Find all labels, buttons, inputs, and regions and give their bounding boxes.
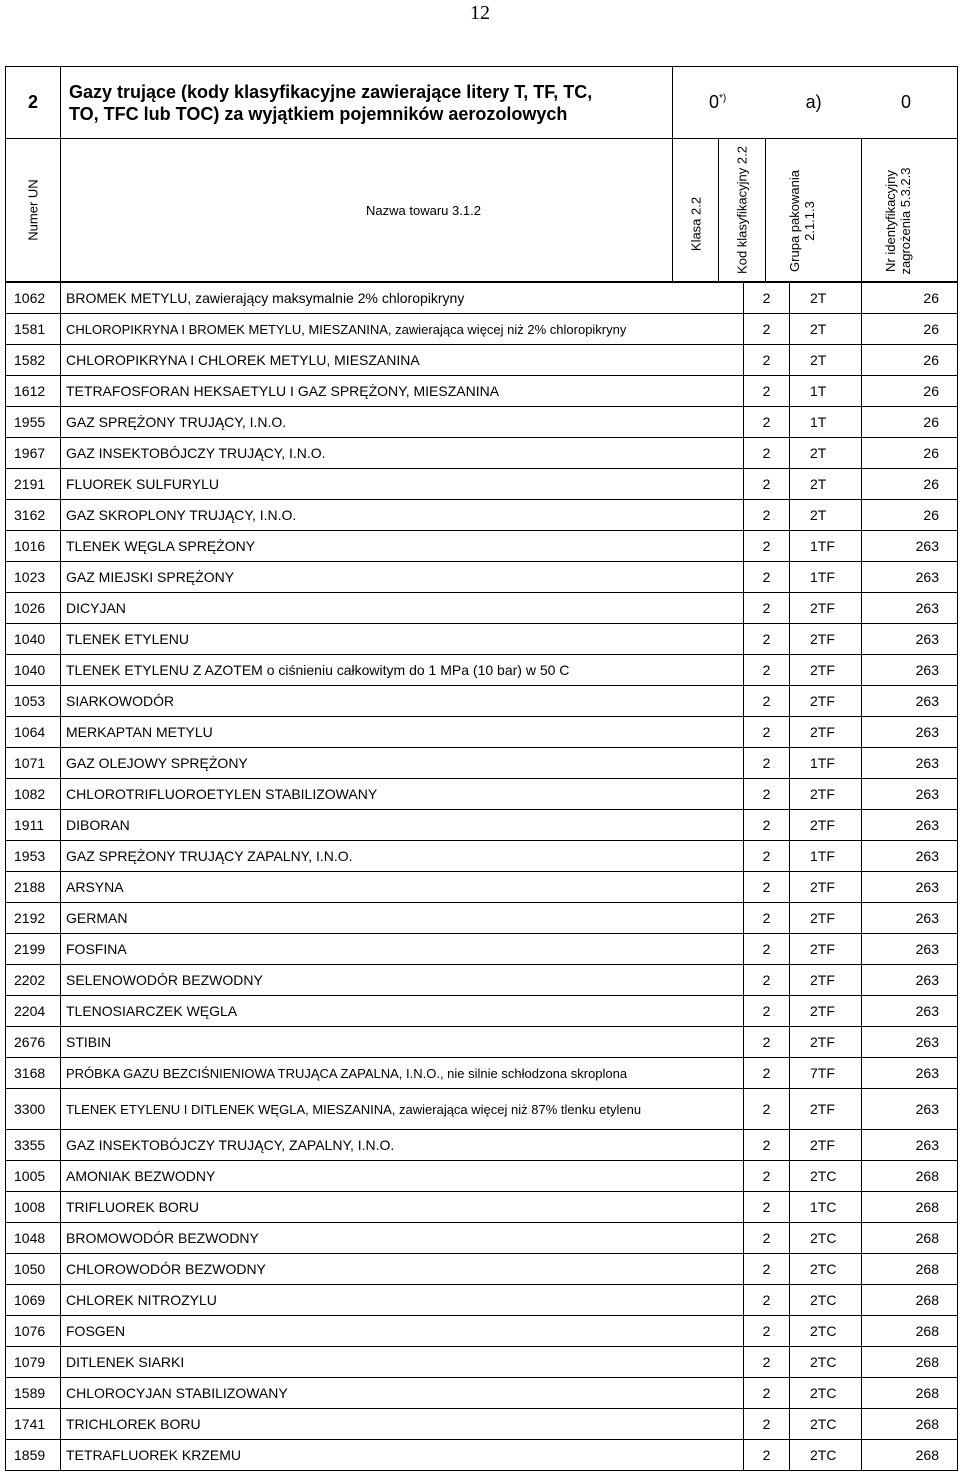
class-cell: 2 bbox=[744, 314, 790, 345]
name-cell: DITLENEK SIARKI bbox=[61, 1347, 744, 1378]
un-number-cell: 1023 bbox=[6, 562, 61, 593]
hazard-id-cell: 268 bbox=[862, 1223, 958, 1254]
class-code-cell: 1TF bbox=[790, 841, 862, 872]
hazard-id-cell: 26 bbox=[862, 500, 958, 531]
table-row bbox=[6, 1027, 958, 1058]
class-code-cell: 2T bbox=[790, 469, 862, 500]
class-cell: 2 bbox=[744, 686, 790, 717]
header-table bbox=[5, 66, 958, 282]
section-title bbox=[61, 67, 673, 139]
class-cell: 2 bbox=[744, 1058, 790, 1089]
name-cell: TLENEK ETYLENU Z AZOTEM o ciśnieniu całkowitym do 1 MPa (10 bar) w 50 C bbox=[61, 655, 744, 686]
table-row bbox=[6, 1440, 958, 1471]
hazard-id-cell: 268 bbox=[862, 1285, 958, 1316]
table-row bbox=[6, 934, 958, 965]
section-codes bbox=[673, 67, 958, 139]
hazard-id-cell: 263 bbox=[862, 655, 958, 686]
goods-table bbox=[5, 282, 958, 1471]
hazard-id-cell: 268 bbox=[862, 1440, 958, 1471]
name-cell: TLENEK ETYLENU I DITLENEK WĘGLA, MIESZANINA, zawierająca więcej niż 87% tlenku etylenu bbox=[61, 1089, 744, 1130]
name-cell: GAZ OLEJOWY SPRĘŻONY bbox=[61, 748, 744, 779]
table-row bbox=[6, 1130, 958, 1161]
un-number-cell: 1008 bbox=[6, 1192, 61, 1223]
un-number-cell: 1582 bbox=[6, 345, 61, 376]
table-row bbox=[6, 283, 958, 314]
hazard-id-cell: 263 bbox=[862, 1130, 958, 1161]
class-code-cell: 2TF bbox=[790, 872, 862, 903]
class-cell: 2 bbox=[744, 1089, 790, 1130]
un-number-cell: 1589 bbox=[6, 1378, 61, 1409]
table-row bbox=[6, 314, 958, 345]
class-code-cell: 2TC bbox=[790, 1161, 862, 1192]
name-cell: CHLOROPIKRYNA I CHLOREK METYLU, MIESZANINA bbox=[61, 345, 744, 376]
name-cell: ARSYNA bbox=[61, 872, 744, 903]
table-row bbox=[6, 1285, 958, 1316]
table-row bbox=[6, 1161, 958, 1192]
table-row bbox=[6, 841, 958, 872]
un-number-cell: 1026 bbox=[6, 593, 61, 624]
hazard-id-cell: 263 bbox=[862, 996, 958, 1027]
hazard-id-cell: 26 bbox=[862, 469, 958, 500]
table-row bbox=[6, 438, 958, 469]
class-cell: 2 bbox=[744, 1378, 790, 1409]
class-cell: 2 bbox=[744, 500, 790, 531]
un-number-cell: 1911 bbox=[6, 810, 61, 841]
name-cell: PRÓBKA GAZU BEZCIŚNIENIOWA TRUJĄCA ZAPALNA, I.N.O., nie silnie schłodzona skroplona bbox=[61, 1058, 744, 1089]
hazard-id-cell: 268 bbox=[862, 1378, 958, 1409]
class-cell: 2 bbox=[744, 872, 790, 903]
un-number-cell: 1076 bbox=[6, 1316, 61, 1347]
un-number-cell: 1071 bbox=[6, 748, 61, 779]
hazard-id-cell: 263 bbox=[862, 810, 958, 841]
class-cell: 2 bbox=[744, 717, 790, 748]
table-row bbox=[6, 903, 958, 934]
table-row bbox=[6, 376, 958, 407]
class-code-cell: 2T bbox=[790, 500, 862, 531]
class-cell: 2 bbox=[744, 345, 790, 376]
class-cell: 2 bbox=[744, 748, 790, 779]
class-cell: 2 bbox=[744, 1347, 790, 1378]
class-code-cell: 2TF bbox=[790, 1027, 862, 1058]
name-cell: FLUOREK SULFURYLU bbox=[61, 469, 744, 500]
table-row bbox=[6, 1316, 958, 1347]
name-cell: GAZ SPRĘŻONY TRUJĄCY ZAPALNY, I.N.O. bbox=[61, 841, 744, 872]
table-row bbox=[6, 1254, 958, 1285]
table-row bbox=[6, 624, 958, 655]
column-header-un: Numer UN bbox=[6, 139, 61, 282]
hazard-id-cell: 263 bbox=[862, 593, 958, 624]
hazard-id-cell: 268 bbox=[862, 1347, 958, 1378]
table-row bbox=[6, 1409, 958, 1440]
name-cell: BROMOWODÓR BEZWODNY bbox=[61, 1223, 744, 1254]
name-cell: CHLOROWODÓR BEZWODNY bbox=[61, 1254, 744, 1285]
name-cell: GAZ INSEKTOBÓJCZY TRUJĄCY, ZAPALNY, I.N.O. bbox=[61, 1130, 744, 1161]
class-cell: 2 bbox=[744, 655, 790, 686]
hazard-id-cell: 263 bbox=[862, 686, 958, 717]
table-row bbox=[6, 531, 958, 562]
class-code-cell: 2TC bbox=[790, 1316, 862, 1347]
class-code-cell: 2TF bbox=[790, 965, 862, 996]
un-number-cell: 1741 bbox=[6, 1409, 61, 1440]
table-row bbox=[6, 1058, 958, 1089]
name-cell: GERMAN bbox=[61, 903, 744, 934]
name-cell: CHLOROCYJAN STABILIZOWANY bbox=[61, 1378, 744, 1409]
table-row bbox=[6, 500, 958, 531]
class-code-cell: 1TC bbox=[790, 1192, 862, 1223]
class-code-cell: 2TF bbox=[790, 934, 862, 965]
class-code-cell: 1TF bbox=[790, 748, 862, 779]
table-row bbox=[6, 1089, 958, 1130]
un-number-cell: 2188 bbox=[6, 872, 61, 903]
un-number-cell: 1050 bbox=[6, 1254, 61, 1285]
name-cell: TETRAFLUOREK KRZEMU bbox=[61, 1440, 744, 1471]
table-row bbox=[6, 407, 958, 438]
class-code-cell: 2TC bbox=[790, 1440, 862, 1471]
name-cell: FOSGEN bbox=[61, 1316, 744, 1347]
class-code-cell: 2TF bbox=[790, 1089, 862, 1130]
name-cell: GAZ SPRĘŻONY TRUJĄCY, I.N.O. bbox=[61, 407, 744, 438]
un-number-cell: 3355 bbox=[6, 1130, 61, 1161]
class-code-cell: 7TF bbox=[790, 1058, 862, 1089]
hazard-id-cell: 26 bbox=[862, 314, 958, 345]
hazard-id-cell: 263 bbox=[862, 748, 958, 779]
un-number-cell: 1612 bbox=[6, 376, 61, 407]
un-number-cell: 1581 bbox=[6, 314, 61, 345]
class-code-cell: 1TF bbox=[790, 531, 862, 562]
name-cell: DIBORAN bbox=[61, 810, 744, 841]
class-code-cell: 2T bbox=[790, 345, 862, 376]
section-code-a-sup: *) bbox=[719, 93, 727, 104]
un-number-cell: 2204 bbox=[6, 996, 61, 1027]
name-cell: SELENOWODÓR BEZWODNY bbox=[61, 965, 744, 996]
un-number-cell: 1955 bbox=[6, 407, 61, 438]
class-code-cell: 1T bbox=[790, 407, 862, 438]
class-code-cell: 2TC bbox=[790, 1409, 862, 1440]
hazard-id-cell: 26 bbox=[862, 376, 958, 407]
name-cell: GAZ MIEJSKI SPRĘŻONY bbox=[61, 562, 744, 593]
hazard-id-cell: 26 bbox=[862, 407, 958, 438]
hazard-id-cell: 26 bbox=[862, 283, 958, 314]
un-number-cell: 1953 bbox=[6, 841, 61, 872]
class-code-cell: 2TC bbox=[790, 1285, 862, 1316]
column-header-hazard-id: Nr identyfikacyjny zagrożenia 5.3.2.3 bbox=[862, 139, 958, 282]
class-cell: 2 bbox=[744, 903, 790, 934]
class-cell: 2 bbox=[744, 1285, 790, 1316]
class-code-cell: 2TF bbox=[790, 593, 862, 624]
hazard-id-cell: 263 bbox=[862, 562, 958, 593]
class-code-cell: 1T bbox=[790, 376, 862, 407]
un-number-cell: 2192 bbox=[6, 903, 61, 934]
hazard-id-cell: 263 bbox=[862, 1058, 958, 1089]
hazard-id-cell: 268 bbox=[862, 1161, 958, 1192]
un-number-cell: 1040 bbox=[6, 655, 61, 686]
section-title-line-1: Gazy trujące (kody klasyfikacyjne zawierające litery T, TF, TC, bbox=[69, 81, 593, 102]
class-code-cell: 2TC bbox=[790, 1223, 862, 1254]
hazard-id-cell: 268 bbox=[862, 1192, 958, 1223]
name-cell: GAZ INSEKTOBÓJCZY TRUJĄCY, I.N.O. bbox=[61, 438, 744, 469]
hazard-id-cell: 268 bbox=[862, 1254, 958, 1285]
table-row bbox=[6, 810, 958, 841]
class-cell: 2 bbox=[744, 1440, 790, 1471]
class-code-cell: 2TC bbox=[790, 1254, 862, 1285]
table-row bbox=[6, 593, 958, 624]
un-number-cell: 1082 bbox=[6, 779, 61, 810]
class-code-cell: 1TF bbox=[790, 562, 862, 593]
table-row bbox=[6, 748, 958, 779]
un-number-cell: 3300 bbox=[6, 1089, 61, 1130]
un-number-cell: 1048 bbox=[6, 1223, 61, 1254]
class-cell: 2 bbox=[744, 779, 790, 810]
class-cell: 2 bbox=[744, 531, 790, 562]
class-cell: 2 bbox=[744, 1027, 790, 1058]
hazard-id-cell: 263 bbox=[862, 624, 958, 655]
class-cell: 2 bbox=[744, 407, 790, 438]
name-cell: BROMEK METYLU, zawierający maksymalnie 2% chloropikryny bbox=[61, 283, 744, 314]
page-number: 12 bbox=[470, 2, 490, 24]
table-row bbox=[6, 779, 958, 810]
class-cell: 2 bbox=[744, 1161, 790, 1192]
name-cell: MERKAPTAN METYLU bbox=[61, 717, 744, 748]
name-cell: TLENEK ETYLENU bbox=[61, 624, 744, 655]
name-cell: DICYJAN bbox=[61, 593, 744, 624]
un-number-cell: 2199 bbox=[6, 934, 61, 965]
un-number-cell: 1016 bbox=[6, 531, 61, 562]
table-row bbox=[6, 1223, 958, 1254]
un-number-cell: 2676 bbox=[6, 1027, 61, 1058]
hazard-id-cell: 263 bbox=[862, 1027, 958, 1058]
table-row bbox=[6, 686, 958, 717]
name-cell: GAZ SKROPLONY TRUJĄCY, I.N.O. bbox=[61, 500, 744, 531]
table-row bbox=[6, 1347, 958, 1378]
hazard-id-cell: 263 bbox=[862, 1089, 958, 1130]
hazard-id-cell: 263 bbox=[862, 779, 958, 810]
table-row bbox=[6, 655, 958, 686]
un-number-cell: 1859 bbox=[6, 1440, 61, 1471]
un-number-cell: 3162 bbox=[6, 500, 61, 531]
un-number-cell: 3168 bbox=[6, 1058, 61, 1089]
class-code-cell: 2TC bbox=[790, 1347, 862, 1378]
class-cell: 2 bbox=[744, 1130, 790, 1161]
hazard-id-cell: 268 bbox=[862, 1316, 958, 1347]
name-cell: AMONIAK BEZWODNY bbox=[61, 1161, 744, 1192]
class-cell: 2 bbox=[744, 1192, 790, 1223]
name-cell: FOSFINA bbox=[61, 934, 744, 965]
un-number-cell: 2191 bbox=[6, 469, 61, 500]
section-code-c: 0 bbox=[901, 92, 912, 112]
class-code-cell: 2TF bbox=[790, 903, 862, 934]
name-cell: CHLOREK NITROZYLU bbox=[61, 1285, 744, 1316]
class-code-cell: 2TC bbox=[790, 1378, 862, 1409]
column-header-class: Klasa 2.2 bbox=[673, 139, 719, 282]
class-code-cell: 2TF bbox=[790, 779, 862, 810]
section-title-line-2: TO, TFC lub TOC) za wyjątkiem pojemników aerozolowych bbox=[69, 103, 568, 124]
un-number-cell: 1069 bbox=[6, 1285, 61, 1316]
name-cell: CHLOROTRIFLUOROETYLEN STABILIZOWANY bbox=[61, 779, 744, 810]
un-number-cell: 1062 bbox=[6, 283, 61, 314]
hazard-id-cell: 268 bbox=[862, 1409, 958, 1440]
column-header-packing-group: Grupa pakowania 2.1.1.3 bbox=[766, 139, 862, 282]
hazard-id-cell: 26 bbox=[862, 345, 958, 376]
section-number: 2 bbox=[6, 67, 61, 139]
name-cell: STIBIN bbox=[61, 1027, 744, 1058]
class-cell: 2 bbox=[744, 562, 790, 593]
class-cell: 2 bbox=[744, 996, 790, 1027]
hazard-id-cell: 26 bbox=[862, 438, 958, 469]
name-cell: TRICHLOREK BORU bbox=[61, 1409, 744, 1440]
un-number-cell: 1064 bbox=[6, 717, 61, 748]
name-cell: TLENEK WĘGLA SPRĘŻONY bbox=[61, 531, 744, 562]
hazard-id-cell: 263 bbox=[862, 531, 958, 562]
table-row bbox=[6, 562, 958, 593]
class-code-cell: 2TF bbox=[790, 996, 862, 1027]
un-number-cell: 2202 bbox=[6, 965, 61, 996]
table-row bbox=[6, 469, 958, 500]
class-code-cell: 2T bbox=[790, 314, 862, 345]
table-row bbox=[6, 1378, 958, 1409]
class-cell: 2 bbox=[744, 1223, 790, 1254]
class-cell: 2 bbox=[744, 593, 790, 624]
name-cell: SIARKOWODÓR bbox=[61, 686, 744, 717]
un-number-cell: 1040 bbox=[6, 624, 61, 655]
class-code-cell: 2T bbox=[790, 283, 862, 314]
class-code-cell: 2TF bbox=[790, 655, 862, 686]
name-cell: TLENOSIARCZEK WĘGLA bbox=[61, 996, 744, 1027]
un-number-cell: 1967 bbox=[6, 438, 61, 469]
hazard-id-cell: 263 bbox=[862, 903, 958, 934]
hazard-id-cell: 263 bbox=[862, 841, 958, 872]
class-cell: 2 bbox=[744, 624, 790, 655]
hazard-id-cell: 263 bbox=[862, 934, 958, 965]
class-cell: 2 bbox=[744, 283, 790, 314]
name-cell: CHLOROPIKRYNA I BROMEK METYLU, MIESZANINA, zawierająca więcej niż 2% chloropikryny bbox=[61, 314, 744, 345]
table-row bbox=[6, 1192, 958, 1223]
class-cell: 2 bbox=[744, 1409, 790, 1440]
section-code-b: a) bbox=[805, 92, 822, 112]
table-row bbox=[6, 965, 958, 996]
column-header-class-code: Kod klasyfikacyjny 2.2 bbox=[719, 139, 766, 282]
class-code-cell: 2TF bbox=[790, 1130, 862, 1161]
class-cell: 2 bbox=[744, 1254, 790, 1285]
hazard-id-cell: 263 bbox=[862, 872, 958, 903]
table-row bbox=[6, 717, 958, 748]
name-cell: TRIFLUOREK BORU bbox=[61, 1192, 744, 1223]
class-cell: 2 bbox=[744, 1316, 790, 1347]
class-cell: 2 bbox=[744, 841, 790, 872]
column-header-name: Nazwa towaru 3.1.2 bbox=[61, 139, 673, 282]
table-row bbox=[6, 996, 958, 1027]
class-cell: 2 bbox=[744, 934, 790, 965]
class-cell: 2 bbox=[744, 376, 790, 407]
table-row bbox=[6, 872, 958, 903]
class-cell: 2 bbox=[744, 469, 790, 500]
class-code-cell: 2TF bbox=[790, 686, 862, 717]
un-number-cell: 1053 bbox=[6, 686, 61, 717]
class-cell: 2 bbox=[744, 810, 790, 841]
hazard-id-cell: 263 bbox=[862, 965, 958, 996]
un-number-cell: 1005 bbox=[6, 1161, 61, 1192]
section-code-a: 0*) bbox=[709, 92, 727, 112]
hazard-id-cell: 263 bbox=[862, 717, 958, 748]
table-row bbox=[6, 345, 958, 376]
class-code-cell: 2TF bbox=[790, 810, 862, 841]
un-number-cell: 1079 bbox=[6, 1347, 61, 1378]
class-code-cell: 2T bbox=[790, 438, 862, 469]
name-cell: TETRAFOSFORAN HEKSAETYLU I GAZ SPRĘŻONY, MIESZANINA bbox=[61, 376, 744, 407]
class-code-cell: 2TF bbox=[790, 717, 862, 748]
class-code-cell: 2TF bbox=[790, 624, 862, 655]
class-cell: 2 bbox=[744, 965, 790, 996]
class-cell: 2 bbox=[744, 438, 790, 469]
